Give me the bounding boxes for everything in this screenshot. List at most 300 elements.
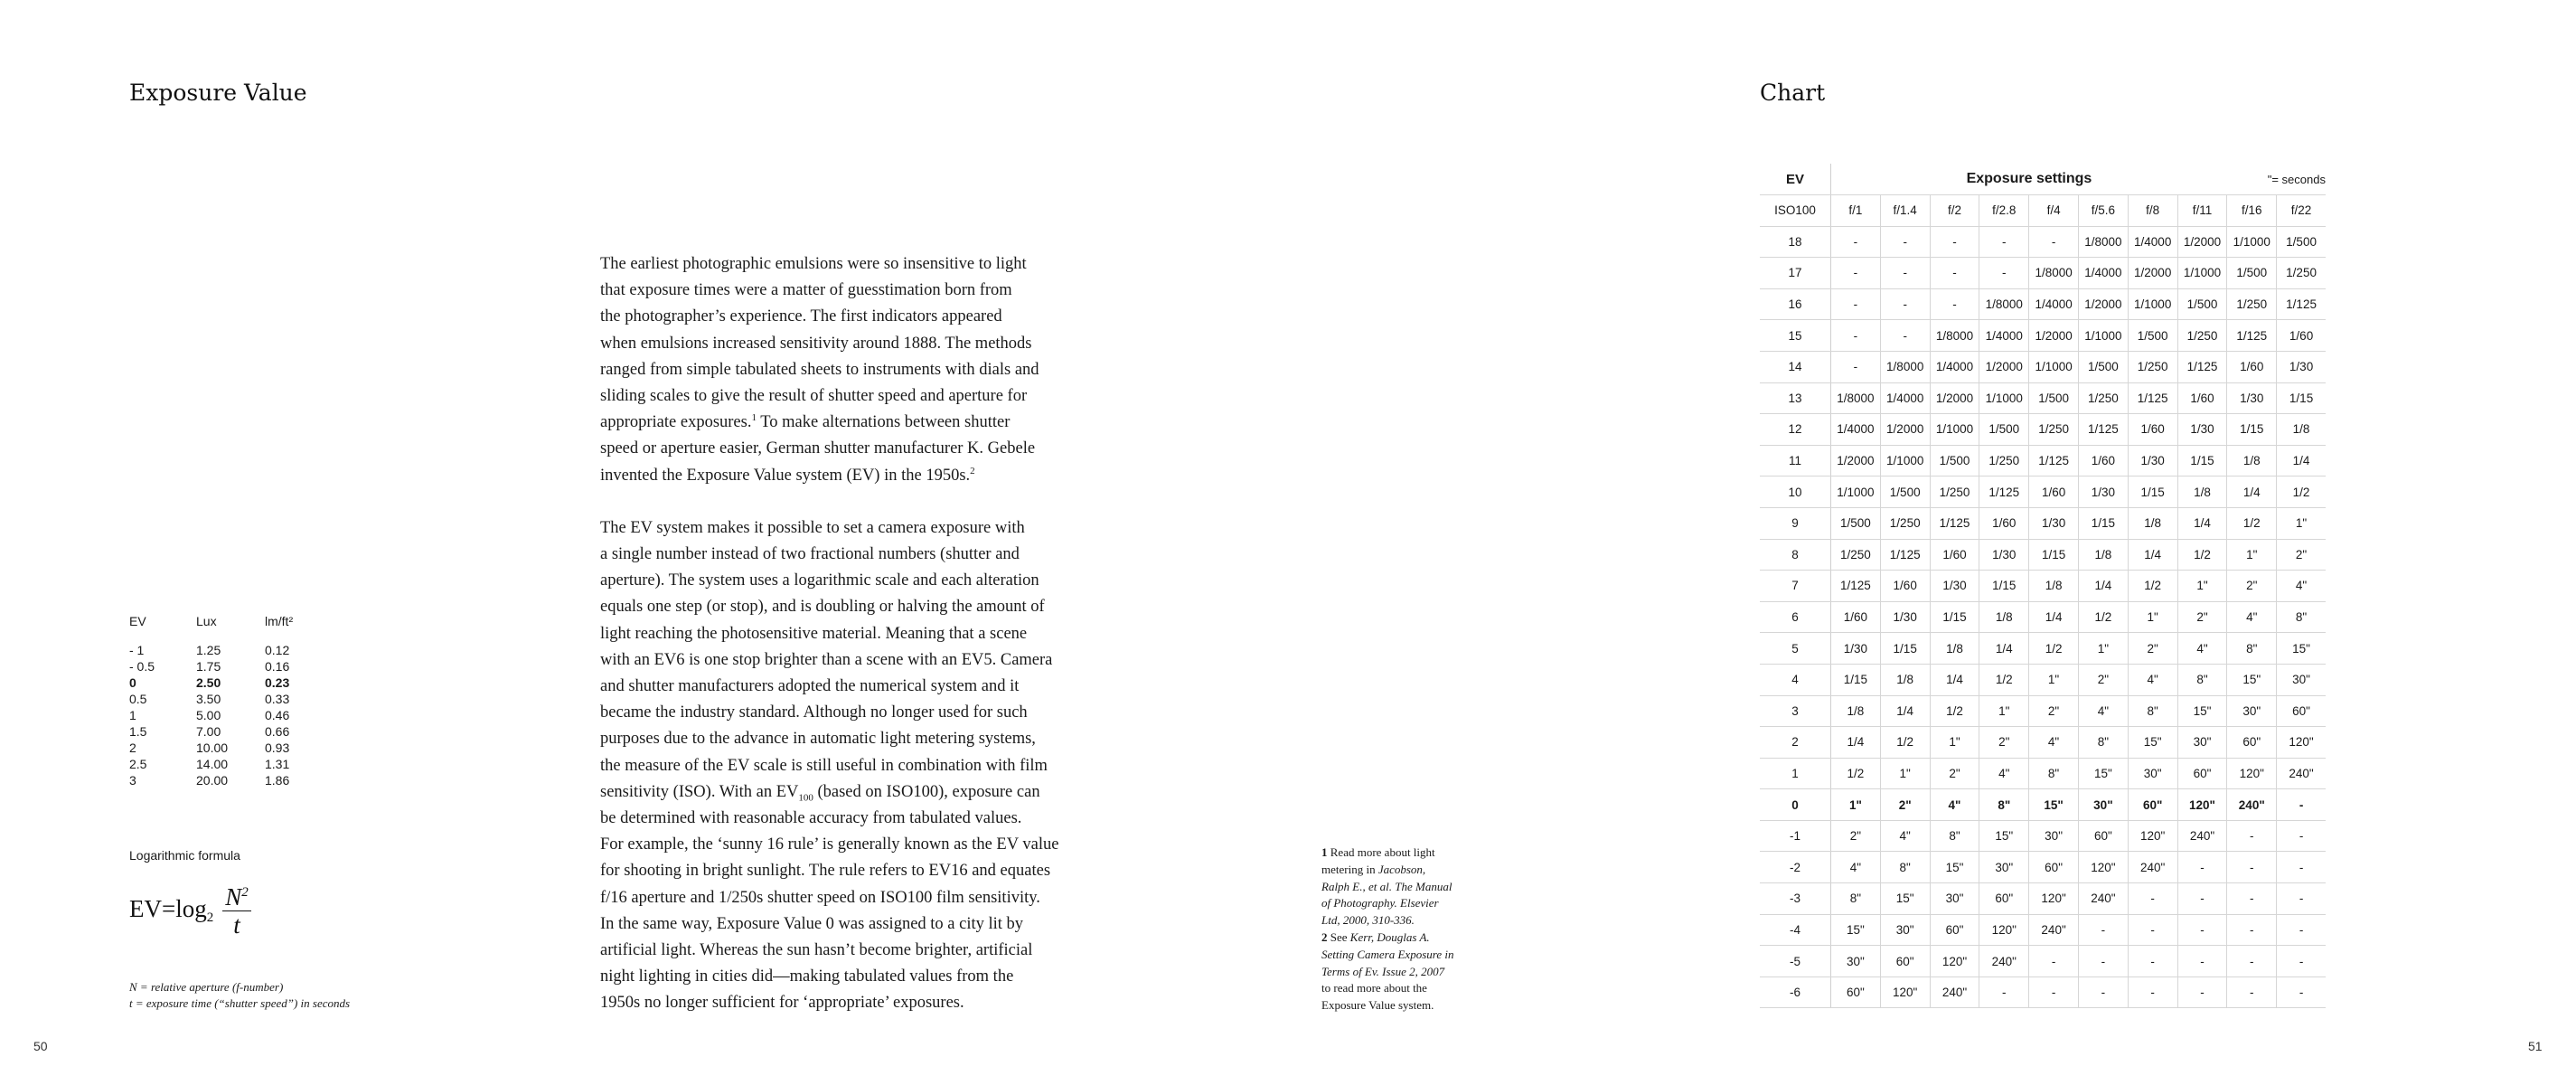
shutter-speed-cell: 1/4000	[1880, 382, 1930, 414]
table-cell: 3	[129, 773, 136, 788]
shutter-speed-cell: 1/500	[1930, 445, 1979, 476]
ev-value: 8	[1760, 539, 1831, 571]
shutter-speed-cell: 8"	[1979, 789, 2029, 821]
shutter-speed-cell: 1/15	[2128, 476, 2177, 508]
text-fragment: To make alternations between shutter	[760, 413, 1011, 432]
shutter-speed-cell: 8"	[1831, 883, 1881, 915]
aperture-header: f/4	[2029, 195, 2079, 227]
ev-value: 12	[1760, 414, 1831, 446]
shutter-speed-cell: -	[2078, 914, 2128, 946]
shutter-speed-cell: 1/15	[2078, 507, 2128, 539]
shutter-speed-cell: 60"	[1979, 883, 2029, 915]
ev-value: 5	[1760, 633, 1831, 665]
table-cell: - 1	[129, 643, 145, 657]
shutter-speed-cell: 1/4	[2177, 507, 2227, 539]
paragraph-2	[600, 515, 1088, 1017]
ev-value: 0	[1760, 789, 1831, 821]
footnote-line	[1321, 844, 1493, 862]
ev-value: 1	[1760, 758, 1831, 789]
shutter-speed-cell: 60"	[2128, 789, 2177, 821]
ev-value: -2	[1760, 852, 1831, 883]
shutter-speed-cell: 1/8000	[2078, 226, 2128, 258]
footnote-citation: Ltd, 2000, 310-336.	[1321, 913, 1415, 928]
text-line: sliding scales to give the result of shutter speed and aperture for	[600, 387, 1028, 406]
shutter-speed-cell: 1/8	[2227, 445, 2277, 476]
text-line: with an EV6 is one stop brighter than a scene with an EV5. Camera	[600, 650, 1053, 669]
table-cell: 0.66	[265, 724, 290, 739]
ev-row	[1760, 226, 2326, 258]
shutter-speed-cell: 4"	[1880, 820, 1930, 852]
ev-value: 7	[1760, 571, 1831, 602]
shutter-speed-cell: 1/15	[2227, 414, 2277, 446]
footnote-text: Read more about light	[1327, 845, 1435, 859]
ev-row	[1760, 727, 2326, 759]
shutter-speed-cell: 2"	[2078, 664, 2128, 695]
aperture-header: f/11	[2177, 195, 2227, 227]
shutter-speed-cell: 1/250	[2128, 351, 2177, 382]
chart-header-row	[1760, 164, 2326, 195]
shutter-speed-cell: 15"	[2177, 695, 2227, 727]
shutter-speed-cell: 1/125	[2227, 320, 2277, 352]
footnote-citation: Kerr, Douglas A.	[1349, 929, 1430, 944]
ev-value: -4	[1760, 914, 1831, 946]
ev-value: 2	[1760, 727, 1831, 759]
ev-row	[1760, 852, 2326, 883]
exposure-chart-table	[1760, 164, 2326, 1008]
table-row	[129, 642, 293, 658]
shutter-speed-cell: 240"	[2277, 758, 2326, 789]
formula-note-t: t = exposure time (“shutter speed”) in seconds	[129, 996, 351, 1010]
shutter-speed-cell: 1/125	[2277, 288, 2326, 320]
formula-exponent: 2	[241, 885, 249, 900]
shutter-speed-cell: 1/4	[2078, 571, 2128, 602]
text-line: equals one step (or stop), and is doubling or halving the amount of	[600, 598, 1045, 617]
shutter-speed-cell: -	[2177, 883, 2227, 915]
shutter-speed-cell: 1"	[2277, 507, 2326, 539]
text-line: aperture). The system uses a logarithmic scale and each alteration	[600, 571, 1039, 590]
formula-note-n: N = relative aperture (f-number)	[129, 980, 284, 994]
text-line: The EV system makes it possible to set a camera exposure with	[600, 518, 1025, 537]
shutter-speed-cell: 1/2000	[2128, 258, 2177, 289]
shutter-speed-cell: 1/4000	[2128, 226, 2177, 258]
shutter-speed-cell: 30"	[2078, 789, 2128, 821]
shutter-speed-cell: 15"	[2078, 758, 2128, 789]
table-cell: 20.00	[196, 773, 229, 788]
footnote-line	[1321, 929, 1493, 947]
shutter-speed-cell: 1/4	[1930, 664, 1979, 695]
aperture-header: f/5.6	[2078, 195, 2128, 227]
column-header: Lux	[196, 614, 217, 628]
shutter-speed-cell: 240"	[1979, 946, 2029, 977]
shutter-speed-cell: 8"	[2177, 664, 2227, 695]
shutter-speed-cell: 1/30	[2177, 414, 2227, 446]
shutter-speed-cell: 1/8	[1979, 601, 2029, 633]
ev-row	[1760, 976, 2326, 1008]
shutter-speed-cell: 1/60	[2128, 414, 2177, 446]
shutter-speed-cell: 60"	[1831, 976, 1881, 1008]
shutter-speed-cell: -	[2227, 852, 2277, 883]
shutter-speed-cell: 1/4000	[2029, 288, 2079, 320]
shutter-speed-cell: 1/2	[2128, 571, 2177, 602]
shutter-speed-cell: 1/30	[2227, 382, 2277, 414]
text-line: ranged from simple tabulated sheets to instruments with dials and	[600, 360, 1039, 379]
ev-row	[1760, 633, 2326, 665]
shutter-speed-cell: 2"	[2277, 539, 2326, 571]
ev-row	[1760, 414, 2326, 446]
text-line: purposes due to the advance in automatic light metering systems,	[600, 730, 1036, 749]
shutter-speed-cell: -	[1831, 288, 1881, 320]
formula-notes	[129, 979, 350, 1012]
shutter-speed-cell: 1/60	[1930, 539, 1979, 571]
shutter-speed-cell: 1/30	[1831, 633, 1881, 665]
ev-value: 15	[1760, 320, 1831, 352]
shutter-speed-cell: -	[2177, 946, 2227, 977]
footnote-text: See	[1327, 929, 1350, 944]
shutter-speed-cell: 1/1000	[2078, 320, 2128, 352]
shutter-speed-cell: 4"	[2177, 633, 2227, 665]
shutter-speed-cell: 2"	[1831, 820, 1881, 852]
shutter-speed-cell: -	[2029, 226, 2079, 258]
ev-column-header: EV	[1760, 164, 1831, 195]
ev-value: 4	[1760, 664, 1831, 695]
shutter-speed-cell: 1/4	[1880, 695, 1930, 727]
shutter-speed-cell: 1/2000	[1831, 445, 1881, 476]
shutter-speed-cell: 1/8000	[2029, 258, 2079, 289]
footnote-line	[1321, 879, 1493, 896]
column-header: lm/ft²	[265, 614, 294, 628]
shutter-speed-cell: 120"	[2227, 758, 2277, 789]
table-cell: 10.00	[196, 741, 229, 755]
shutter-speed-cell: 1/8	[1831, 695, 1881, 727]
ev-value: 3	[1760, 695, 1831, 727]
footnote-number: 1	[1321, 845, 1328, 859]
table-cell: 7.00	[196, 724, 221, 739]
lux-table-body	[129, 642, 293, 788]
table-row	[129, 756, 293, 772]
shutter-speed-cell: 120"	[2128, 820, 2177, 852]
text-line: speed or aperture easier, German shutter manufacturer K. Gebele	[600, 439, 1036, 458]
shutter-speed-cell: -	[1831, 351, 1881, 382]
footnote-citation: Jacobson,	[1377, 862, 1426, 876]
shutter-speed-cell: 60"	[1930, 914, 1979, 946]
shutter-speed-cell: 1/250	[1930, 476, 1979, 508]
shutter-speed-cell: 240"	[2029, 914, 2079, 946]
shutter-speed-cell: 8"	[2227, 633, 2277, 665]
text-line: night lighting in cities did—making tabulated values from the	[600, 967, 1014, 986]
shutter-speed-cell: 1/15	[2277, 382, 2326, 414]
shutter-speed-cell: 1/60	[2227, 351, 2277, 382]
shutter-speed-cell: 1/8	[1880, 664, 1930, 695]
table-cell: 0.16	[265, 659, 290, 674]
shutter-speed-cell: 120"	[2029, 883, 2079, 915]
shutter-speed-cell: 1/125	[1831, 571, 1881, 602]
shutter-speed-cell: 1/2000	[1880, 414, 1930, 446]
shutter-speed-cell: -	[1930, 258, 1979, 289]
table-cell: 0.33	[265, 692, 290, 706]
shutter-speed-cell: 1/2	[2177, 539, 2227, 571]
shutter-speed-cell: 1/30	[2277, 351, 2326, 382]
shutter-speed-cell: -	[2227, 883, 2277, 915]
shutter-speed-cell: 1/125	[2128, 382, 2177, 414]
shutter-speed-cell: 1/60	[1831, 601, 1881, 633]
shutter-speed-cell: -	[1880, 320, 1930, 352]
shutter-speed-cell: 1"	[2078, 633, 2128, 665]
shutter-speed-cell: -	[2128, 946, 2177, 977]
formula-lhs: EV=log	[129, 894, 207, 922]
footnote-citation: of Photography. Elsevier	[1321, 896, 1439, 910]
shutter-speed-cell: 1/2	[1831, 758, 1881, 789]
shutter-speed-cell: 1"	[1831, 789, 1881, 821]
body-text	[600, 251, 1088, 1017]
shutter-speed-cell: 60"	[2078, 820, 2128, 852]
ev-value: 14	[1760, 351, 1831, 382]
shutter-speed-cell: 1/8	[2177, 476, 2227, 508]
shutter-speed-cell: 120"	[2078, 852, 2128, 883]
text-fragment: appropriate exposures.	[600, 413, 752, 432]
shutter-speed-cell: 15"	[2029, 789, 2079, 821]
page-title-right: Chart	[1760, 80, 1826, 106]
shutter-speed-cell: 1/8000	[1831, 382, 1881, 414]
shutter-speed-cell: 240"	[2177, 820, 2227, 852]
shutter-speed-cell: 8"	[2128, 695, 2177, 727]
shutter-speed-cell: -	[2128, 914, 2177, 946]
shutter-speed-cell: -	[2078, 946, 2128, 977]
ev-row	[1760, 601, 2326, 633]
aperture-row	[1760, 195, 2326, 227]
text-line: artificial light. Whereas the sun hasn’t become brighter, artificial	[600, 941, 1033, 960]
shutter-speed-cell: 1/30	[2078, 476, 2128, 508]
text-line	[600, 463, 1088, 489]
ev-row	[1760, 382, 2326, 414]
shutter-speed-cell: 1/8000	[1979, 288, 2029, 320]
footnote-citation: Terms of Ev. Issue 2, 2007	[1321, 964, 1445, 978]
shutter-speed-cell: 1/500	[1831, 507, 1881, 539]
ev-row	[1760, 789, 2326, 821]
shutter-speed-cell: 1/4	[1979, 633, 2029, 665]
table-cell: 1	[129, 708, 136, 722]
shutter-speed-cell: 1/60	[1979, 507, 2029, 539]
shutter-speed-cell: 120"	[2277, 727, 2326, 759]
footnote-line	[1321, 912, 1493, 929]
shutter-speed-cell: 1/125	[2177, 351, 2227, 382]
shutter-speed-cell: 4"	[1930, 789, 1979, 821]
ev-value: 6	[1760, 601, 1831, 633]
shutter-speed-cell: 1/500	[2177, 288, 2227, 320]
formula-log-base: 2	[206, 910, 214, 925]
shutter-speed-cell: 2"	[2128, 633, 2177, 665]
shutter-speed-cell: 1/2000	[1979, 351, 2029, 382]
shutter-speed-cell: 8"	[1930, 820, 1979, 852]
shutter-speed-cell: 15"	[1979, 820, 2029, 852]
aperture-header: f/2	[1930, 195, 1979, 227]
shutter-speed-cell: 4"	[2128, 664, 2177, 695]
shutter-speed-cell: -	[1979, 258, 2029, 289]
aperture-header: f/22	[2277, 195, 2326, 227]
ev-row	[1760, 664, 2326, 695]
aperture-header: f/16	[2227, 195, 2277, 227]
footnotes	[1321, 844, 1493, 1014]
text-line: for shooting in bright sunlight. The rule refers to EV16 and equates	[600, 862, 1051, 881]
shutter-speed-cell: 1/8	[2277, 414, 2326, 446]
shutter-speed-cell: 1/30	[2029, 507, 2079, 539]
table-cell: 0.5	[129, 692, 147, 706]
text-line: f/16 aperture and 1/250s shutter speed on ISO100 film sensitivity.	[600, 888, 1040, 907]
shutter-speed-cell: 1/500	[2078, 351, 2128, 382]
seconds-legend: "= seconds	[2227, 164, 2326, 195]
text-line: be determined with reasonable accuracy from tabulated values.	[600, 809, 1022, 828]
shutter-speed-cell: 8"	[2078, 727, 2128, 759]
text-line: For example, the ‘sunny 16 rule’ is generally known as the EV value	[600, 835, 1059, 854]
shutter-speed-cell: 1/125	[1930, 507, 1979, 539]
shutter-speed-cell: 1/15	[1831, 664, 1881, 695]
shutter-speed-cell: -	[1979, 976, 2029, 1008]
shutter-speed-cell: 8"	[2277, 601, 2326, 633]
aperture-header: f/2.8	[1979, 195, 2029, 227]
table-cell: - 0.5	[129, 659, 155, 674]
shutter-speed-cell: 1/15	[2029, 539, 2079, 571]
shutter-speed-cell: -	[2277, 914, 2326, 946]
table-cell: 14.00	[196, 757, 229, 771]
ev-value: 9	[1760, 507, 1831, 539]
shutter-speed-cell: 1/15	[2177, 445, 2227, 476]
formula-denominator: t	[233, 911, 240, 939]
shutter-speed-cell: 1/1000	[1880, 445, 1930, 476]
ev-value: 11	[1760, 445, 1831, 476]
shutter-speed-cell: 30"	[1831, 946, 1881, 977]
shutter-speed-cell: 1"	[2227, 539, 2277, 571]
shutter-speed-cell: 2"	[2029, 695, 2079, 727]
table-cell: 1.31	[265, 757, 290, 771]
ev-row	[1760, 695, 2326, 727]
shutter-speed-cell: 1/30	[1979, 539, 2029, 571]
shutter-speed-cell: -	[2277, 852, 2326, 883]
text-fragment: (based on ISO100), exposure can	[817, 782, 1040, 801]
table-row	[129, 691, 293, 707]
shutter-speed-cell: 30"	[2177, 727, 2227, 759]
text-line: The earliest photographic emulsions were so insensitive to light	[600, 255, 1027, 273]
shutter-speed-cell: 1/4000	[1930, 351, 1979, 382]
shutter-speed-cell: 2"	[1880, 789, 1930, 821]
shutter-speed-cell: 240"	[2128, 852, 2177, 883]
shutter-speed-cell: -	[2177, 976, 2227, 1008]
shutter-speed-cell: 240"	[1930, 976, 1979, 1008]
shutter-speed-cell: 2"	[1930, 758, 1979, 789]
shutter-speed-cell: -	[1930, 226, 1979, 258]
shutter-speed-cell: 60"	[2029, 852, 2079, 883]
column-header: EV	[129, 614, 146, 628]
shutter-speed-cell: 1"	[2128, 601, 2177, 633]
ev-value: 17	[1760, 258, 1831, 289]
shutter-speed-cell: 1/2	[2277, 476, 2326, 508]
paragraph-1	[600, 251, 1088, 489]
footnote-line	[1321, 947, 1493, 964]
ev-row	[1760, 445, 2326, 476]
shutter-speed-cell: 1"	[2177, 571, 2227, 602]
shutter-speed-cell: 2"	[1979, 727, 2029, 759]
shutter-speed-cell: -	[2078, 976, 2128, 1008]
ev-value: 10	[1760, 476, 1831, 508]
shutter-speed-cell: 1/500	[2227, 258, 2277, 289]
shutter-speed-cell: 1/125	[2078, 414, 2128, 446]
table-cell: 2.50	[196, 675, 221, 690]
shutter-speed-cell: 1/4	[2277, 445, 2326, 476]
shutter-speed-cell: 1/1000	[1831, 476, 1881, 508]
table-cell: 2.5	[129, 757, 147, 771]
shutter-speed-cell: 1/1000	[2227, 226, 2277, 258]
ev-row	[1760, 946, 2326, 977]
shutter-speed-cell: 1/2000	[1930, 382, 1979, 414]
table-cell: 0.23	[265, 675, 290, 690]
shutter-speed-cell: 1/500	[2277, 226, 2326, 258]
shutter-speed-cell: -	[2277, 946, 2326, 977]
footnote-citation: Setting Camera Exposure in	[1321, 947, 1454, 961]
ev-row	[1760, 883, 2326, 915]
text-line: a single number instead of two fractional numbers (shutter and	[600, 545, 1020, 564]
shutter-speed-cell: -	[2227, 946, 2277, 977]
footnote-line	[1321, 964, 1493, 981]
table-header-row	[129, 611, 293, 631]
shutter-speed-cell: 1/15	[1880, 633, 1930, 665]
ev-row	[1760, 476, 2326, 508]
table-cell: 1.86	[265, 773, 290, 788]
shutter-speed-cell: -	[2029, 946, 2079, 977]
shutter-speed-cell: 60"	[2277, 695, 2326, 727]
shutter-speed-cell: 4"	[2277, 571, 2326, 602]
footnote-citation: Ralph E., et al. The Manual	[1321, 879, 1453, 893]
shutter-speed-cell: 1/2	[1880, 727, 1930, 759]
shutter-speed-cell: 15"	[1880, 883, 1930, 915]
shutter-speed-cell: 15"	[1831, 914, 1881, 946]
footnote-ref-2: 2	[970, 465, 975, 476]
ev-value: 16	[1760, 288, 1831, 320]
shutter-speed-cell: 1/250	[1979, 445, 2029, 476]
shutter-speed-cell: 1/500	[1979, 414, 2029, 446]
shutter-speed-cell: -	[1979, 226, 2029, 258]
ev-value: -3	[1760, 883, 1831, 915]
table-cell: 1.25	[196, 643, 221, 657]
exposure-settings-header: Exposure settings	[1831, 164, 2227, 195]
shutter-speed-cell: 30"	[2029, 820, 2079, 852]
ev-lux-table	[129, 611, 293, 788]
shutter-speed-cell: 60"	[2227, 727, 2277, 759]
formula-n: N	[225, 883, 242, 910]
chart-body	[1760, 195, 2326, 1008]
table-cell: 2	[129, 741, 136, 755]
shutter-speed-cell: 120"	[2177, 789, 2227, 821]
shutter-speed-cell: 2"	[2177, 601, 2227, 633]
shutter-speed-cell: 1/60	[1880, 571, 1930, 602]
shutter-speed-cell: 120"	[1880, 976, 1930, 1008]
shutter-speed-cell: -	[2029, 976, 2079, 1008]
text-line: In the same way, Exposure Value 0 was assigned to a city lit by	[600, 914, 1024, 933]
table-cell: 1.75	[196, 659, 221, 674]
shutter-speed-cell: 1/1000	[1979, 382, 2029, 414]
aperture-header: f/8	[2128, 195, 2177, 227]
shutter-speed-cell: -	[2277, 789, 2326, 821]
shutter-speed-cell: 1"	[1880, 758, 1930, 789]
table-cell: 0.93	[265, 741, 290, 755]
iso-label: ISO100	[1760, 195, 1831, 227]
shutter-speed-cell: 1/250	[1831, 539, 1881, 571]
table-row	[129, 772, 293, 788]
shutter-speed-cell: 30"	[2227, 695, 2277, 727]
text-fragment: sensitivity (ISO). With an EV	[600, 782, 799, 801]
ev-row	[1760, 820, 2326, 852]
page-number-left: 50	[33, 1039, 48, 1053]
table-cell: 0.12	[265, 643, 290, 657]
shutter-speed-cell: 15"	[2277, 633, 2326, 665]
table-cell: 5.00	[196, 708, 221, 722]
